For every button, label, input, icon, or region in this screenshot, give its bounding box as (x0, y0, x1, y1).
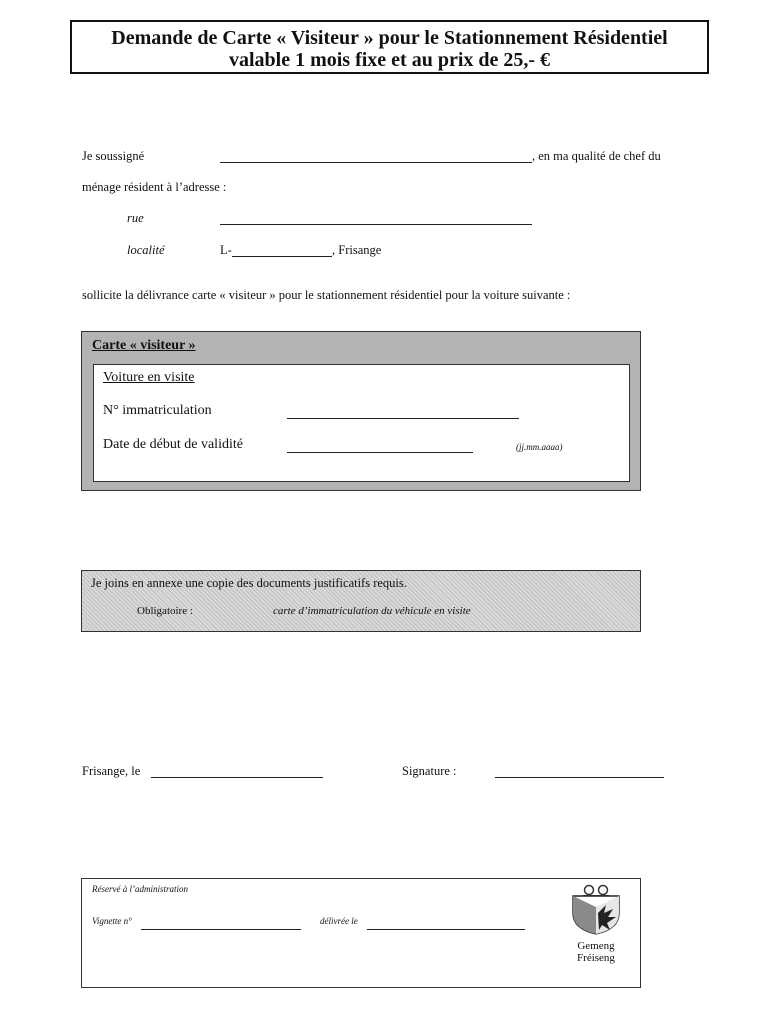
je-soussigne-label: Je soussigné (82, 149, 145, 163)
title-line-2: valable 1 mois fixe et au prix de 25,- € (228, 49, 551, 71)
immatriculation-field[interactable] (287, 406, 519, 424)
admin-reserved-label: Réservé à l’administration (92, 884, 188, 894)
date-hint: (jj.mm.aaaa) (516, 442, 563, 452)
place-date-label: Frisange, le (82, 764, 141, 778)
vignette-field[interactable] (141, 917, 301, 935)
obligatoire-label: Obligatoire : (137, 605, 193, 617)
date-signing-field[interactable] (151, 765, 323, 783)
qualite-text: , en ma qualité de chef du (532, 149, 661, 163)
rue-label: rue (127, 211, 144, 225)
coat-of-arms-icon (566, 883, 626, 935)
carte-heading: Carte « visiteur » (92, 338, 196, 353)
vignette-label: Vignette n° (92, 916, 132, 926)
localite-suffix: , Frisange (332, 243, 382, 257)
rue-field[interactable] (220, 212, 532, 230)
immatriculation-label: N° immatriculation (103, 403, 212, 418)
page-title (70, 20, 709, 74)
title-line-1: Demande de Carte « Visiteur » pour le Stationnement Résidentiel (111, 27, 668, 49)
request-text: sollicite la délivrance carte « visiteur » pour le stationnement résidentiel pour la voiture suivante : (82, 288, 571, 302)
signature-field[interactable] (495, 765, 664, 783)
signature-label: Signature : (402, 764, 457, 778)
voiture-subheading: Voiture en visite (103, 370, 195, 385)
localite-prefix: L- (220, 243, 232, 257)
obligatoire-value: carte d’immatriculation du véhicule en visite (273, 605, 471, 617)
localite-field[interactable] (232, 244, 332, 262)
menage-text: ménage résident à l’adresse : (82, 180, 227, 194)
emblem-line-1: Gemeng (577, 940, 615, 952)
localite-label: localité (127, 243, 165, 257)
emblem-line-2: Fréiseng (577, 952, 615, 964)
date-label: Date de début de validité (103, 437, 243, 452)
annex-text: Je joins en annexe une copie des documents justificatifs requis. (91, 576, 407, 590)
commune-emblem (566, 883, 626, 964)
delivree-label: délivrée le (320, 916, 358, 926)
delivree-field[interactable] (367, 917, 525, 935)
date-field[interactable] (287, 440, 473, 458)
name-field[interactable] (220, 150, 532, 168)
